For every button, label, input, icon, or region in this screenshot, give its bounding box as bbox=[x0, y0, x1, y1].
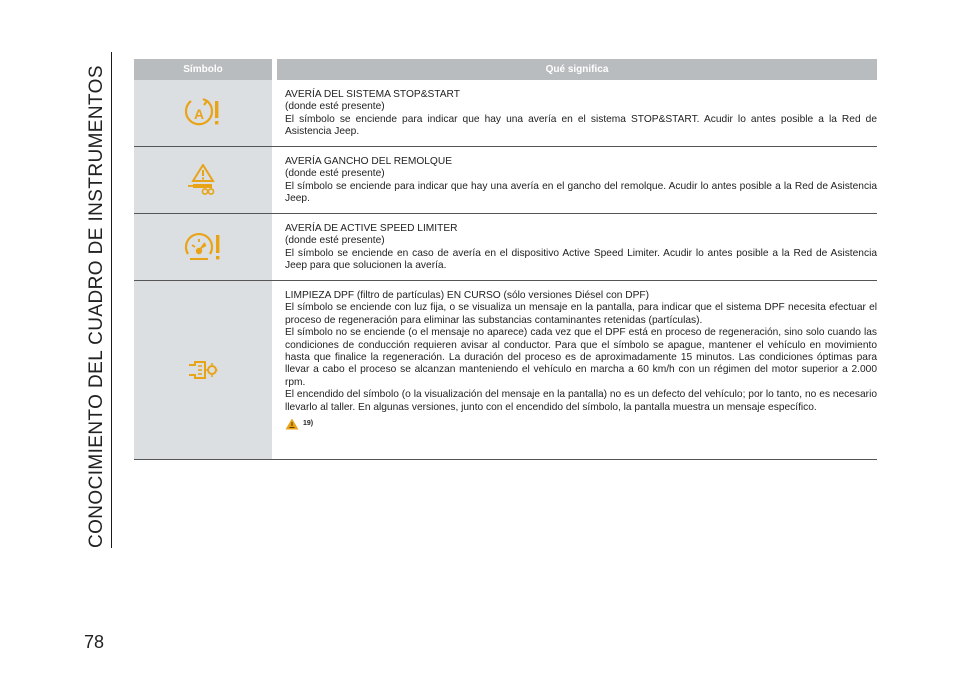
row-text: (donde esté presente) bbox=[285, 101, 385, 113]
row-text: (donde esté presente) bbox=[285, 235, 385, 247]
symbol-cell bbox=[134, 80, 272, 146]
warning-triangle-icon bbox=[285, 418, 299, 430]
dpf-cleaning-icon bbox=[188, 358, 218, 382]
chapter-divider bbox=[111, 52, 112, 548]
row-title: AVERÍA DE ACTIVE SPEED LIMITER bbox=[285, 223, 458, 234]
speed-limiter-failure-icon bbox=[183, 230, 223, 264]
chapter-title: CONOCIMIENTO DEL CUADRO DE INSTRUMENTOS bbox=[86, 65, 107, 548]
table-row bbox=[134, 80, 877, 147]
meaning-cell bbox=[285, 80, 877, 146]
table-row bbox=[134, 281, 877, 460]
row-text: El símbolo se enciende con luz fija, o se visualiza un mensaje en la pantalla, para indicar que el sistema DPF necesita efectuar el proceso de regeneración para eliminar las substancias contaminantes retenidas (partículas). bbox=[285, 302, 877, 326]
page-number: 78 bbox=[84, 632, 105, 652]
row-text: El símbolo se enciende para indicar que hay una avería en el gancho del remolque. Acudir lo antes posible a la Red de Asistencia Jeep. bbox=[285, 180, 877, 205]
symbol-cell bbox=[134, 214, 272, 280]
table-row bbox=[134, 147, 877, 214]
trailer-hitch-failure-icon bbox=[188, 164, 218, 196]
table-row bbox=[134, 214, 877, 281]
warning-ref-number: 19) bbox=[303, 420, 314, 428]
meaning-cell bbox=[285, 214, 877, 280]
row-title: AVERÍA DEL SISTEMA STOP&START bbox=[285, 89, 460, 100]
row-text: El símbolo no se enciende (o el mensaje no aparece) cada vez que el DPF está en proceso de regeneración, sino solo cuando las condiciones de conducción requieren avisar al conductor. Para que el símbolo se apague, mantener el vehículo en movimiento hasta que finalice la regeneración. La duración del proceso es de aproximadamente 15 minutos. Las condiciones óptimas para llevar a cabo el proceso se alcanzan manteniendo el vehículo en marcha a 60 km/h con un régimen del motor superior a 2.000 rpm. bbox=[285, 327, 877, 388]
header-meaning: Qué significa bbox=[277, 59, 877, 80]
row-title: AVERÍA GANCHO DEL REMOLQUE bbox=[285, 156, 452, 167]
svg-text:A: A bbox=[193, 106, 205, 122]
table-header bbox=[134, 59, 877, 80]
meaning-cell bbox=[285, 147, 877, 213]
row-text: (donde esté presente) bbox=[285, 168, 385, 180]
symbol-cell bbox=[134, 147, 272, 213]
warning-lights-table bbox=[134, 59, 877, 460]
row-text: El encendido del símbolo (o la visualización del mensaje en la pantalla) no es un defecto del vehículo; por lo tanto, no es necesario llevarlo al taller. En algunas versiones, junto con el encendido del símbolo, la pantalla muestra un mensaje específico. bbox=[285, 389, 877, 413]
warning-reference bbox=[285, 418, 877, 430]
header-symbol: Símbolo bbox=[134, 59, 272, 80]
row-text: El símbolo se enciende para indicar que hay una avería en el sistema STOP&START. Acudir lo antes posible a la Red de Asistencia Jeep. bbox=[285, 113, 877, 138]
stop-start-failure-icon bbox=[183, 97, 223, 129]
symbol-cell bbox=[134, 281, 272, 459]
row-title: LIMPIEZA DPF (filtro de partículas) EN CURSO (sólo versiones Diésel con DPF) bbox=[285, 290, 650, 301]
row-text: El símbolo se enciende en caso de avería en el dispositivo Active Speed Limiter. Acudir lo antes posible a la Red de Asistencia Jeep para que solucionen la avería. bbox=[285, 247, 877, 272]
meaning-cell bbox=[285, 281, 877, 459]
